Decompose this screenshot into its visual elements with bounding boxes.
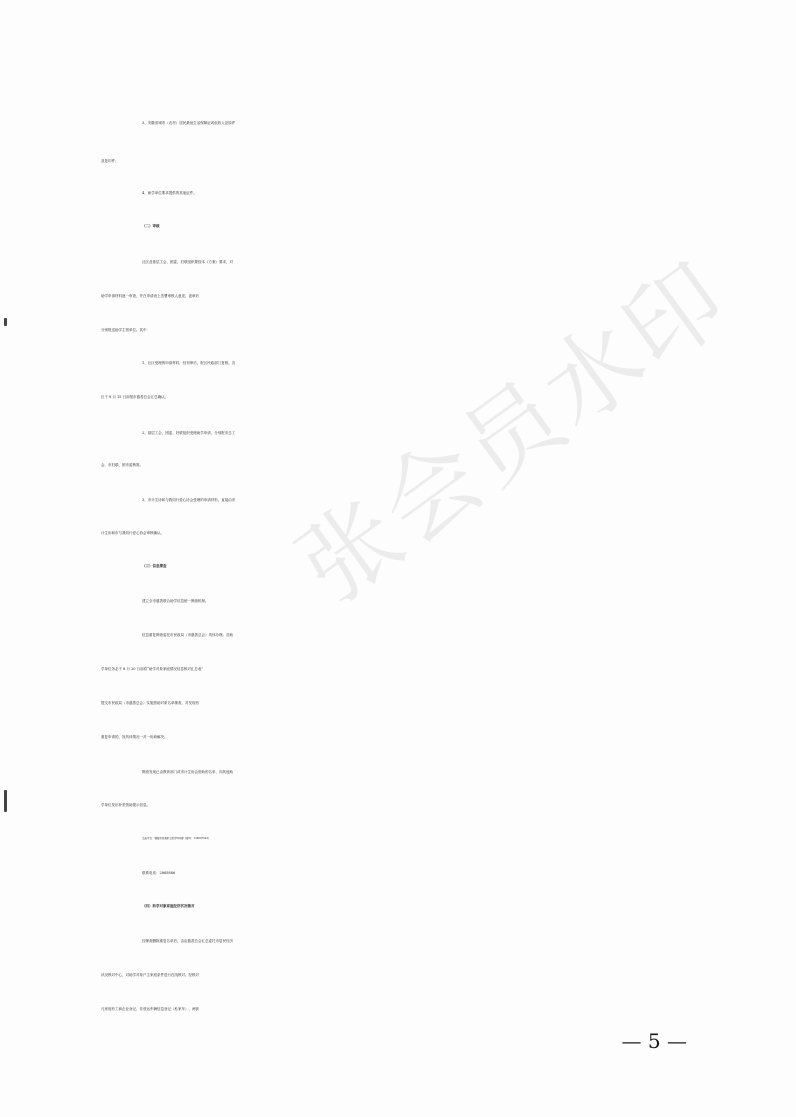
paragraph-line: 学单位务必于 8 月 20 日前将“助学对象家庭情况信息核对汇总表” [101,667,204,671]
paragraph-line: 学单位发出补差资助提示信息。 [101,803,150,807]
paragraph-line: 建立全市慈善联合助学信息统一筛查机制。 [142,599,209,603]
paragraph-line: 及复印件； [101,159,119,163]
contact-phone: 联系电话：2865886 [142,871,176,875]
paragraph-line: 重复申请的，视具体情况一对一协商解决。 [101,735,168,739]
paragraph-line: 3、市计生协和与我同行爱心协会受理的申请材料，直接由市 [142,498,236,502]
section-heading: （四）助学对象家庭经济状况核对 [142,904,195,908]
paragraph-line: 2、基层工会、团委、妇联组织受理助学申请，分别报市总工 [142,431,236,435]
paragraph-line: 4、助学单位要求提供的其他证件。 [142,191,197,195]
paragraph-line: 3、安徽省城市（农村）居民最低生活保障证或低收入证原件 [142,121,236,125]
paragraph-line: 1、社区受理的申请材料，经初审后，报区民政部门复核。各 [142,361,236,365]
paragraph-line: 社区及基层工会、团委、妇联组织要按本《方案》要求，对 [142,260,233,264]
page-number: — 5 — [621,1029,687,1053]
paragraph-line: 凡家庭有工商企业登记、非营运车辆信息登记（私家车）、两套 [101,1007,199,1011]
section-heading: （二）审核 [142,224,160,228]
paragraph-line: 会、市妇联、团市委核准。 [101,463,143,467]
paragraph-line: 经筛查删除重复名单后，由由慈善总会汇总委托市居民经济 [142,939,233,943]
watermark: 张会员水印 [279,240,750,625]
paragraph-line: 区于 8 月 15 日前报市慈善总会汇总确认。 [101,395,169,399]
paragraph-line: 状况核对中心，对助学对象户主家庭条件进行在线核对。经核对 [101,973,199,977]
paragraph-line: 提交市民政局（市慈善总会）实施资助对象名单筛查，对发现有 [101,701,199,705]
paragraph-line: 计生协和市与我同行爱心协会审核确认。 [101,531,164,535]
paragraph-line: 分别报送助学主管单位。其中： [101,328,150,332]
contact-platform: 交流平台：铜陵市慈善联合助学QQ群（群号：150607923） [142,837,211,840]
paragraph-line: 助学申请材料逐一审查，并在申请表上签署审核人意见、盖章后 [101,294,199,298]
paragraph-line: 筛查发现已由教育部门或市计生协会资助的名单，向其他助 [142,770,233,774]
section-heading: （三）信息筛查 [142,564,167,568]
paragraph-line: 信息重复筛查委托市民政局（市慈善总会）具体办理。各助 [142,633,233,637]
